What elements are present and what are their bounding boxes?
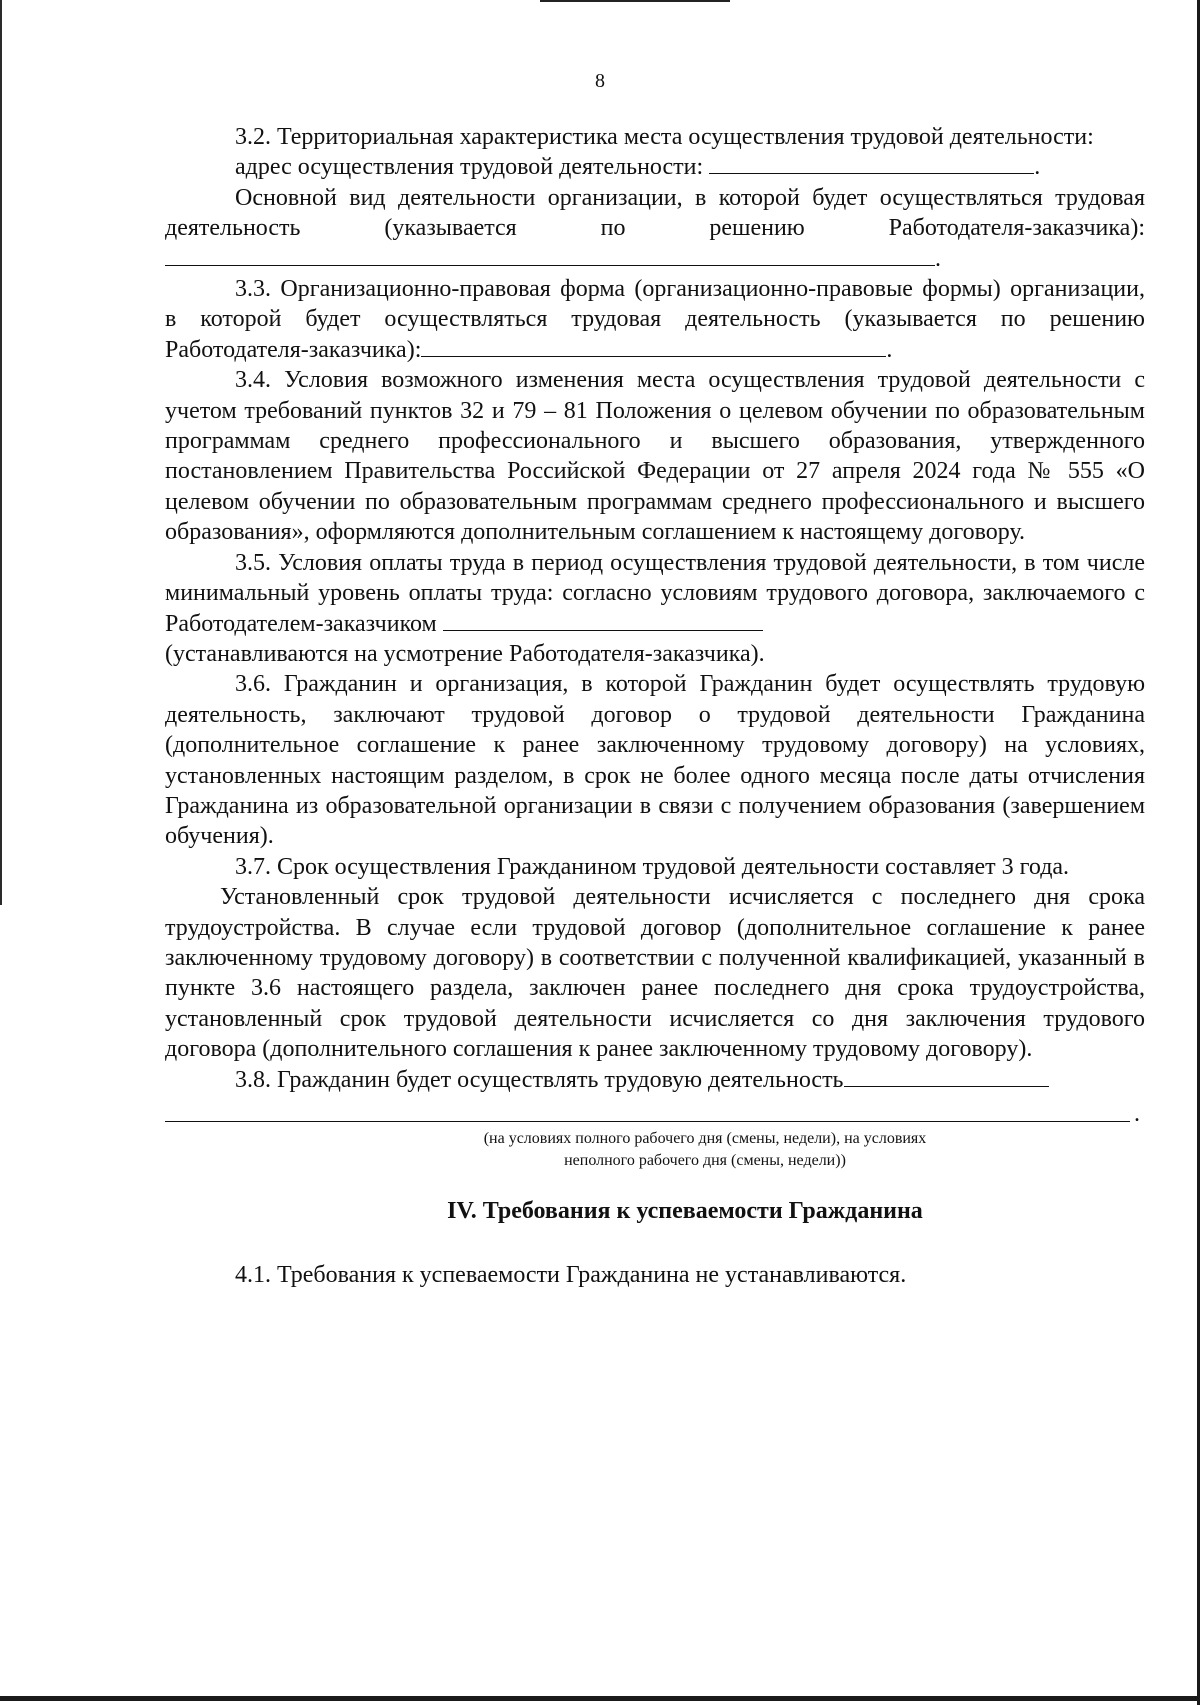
paragraph-3-6: 3.6. Гражданин и организация, в которой Гражданин будет осуществлять трудовую деятельность, заключают трудовой договор о трудовой деятельности Гражданина (дополнительное соглашение к ранее заключенному трудовому договору) на условиях, установленных настоящим разделом, в срок не более одного месяца после даты отчисления Гражданина из образовательной организации в связи с получением образования (завершением обучения).: [165, 671, 1145, 850]
caption-line-1: (на условиях полного рабочего дня (смены, недели), на условиях: [483, 1130, 927, 1147]
paragraph-4-1: 4.1. Требования к успеваемости Гражданина не устанавливаются.: [235, 1262, 907, 1289]
address-line: [165, 152, 1145, 182]
work-schedule-blank: [844, 1066, 1049, 1087]
paragraph-3-8-text: 3.8. Гражданин будет осуществлять трудовую деятельность: [235, 1066, 844, 1093]
salary-blank: [443, 610, 763, 631]
paragraph-3-3-text: 3.3. Организационно-правовая форма (организационно-правовые формы) организации, в которой будет осуществляться трудовая деятельность (указывается по решению Работодателя-заказчика):: [165, 276, 1145, 363]
section-4-heading: IV. Требования к успеваемости Гражданина: [447, 1198, 923, 1224]
paragraph-3-5-text: 3.5. Условия оплаты труда в период осуществления трудовой деятельности, в том числе минимальный уровень оплаты труда: согласно условиям трудового договора, заключаемого с Работодателем-заказчиком: [165, 549, 1145, 637]
caption-line-2: неполного рабочего дня (смены, недели)): [564, 1152, 846, 1169]
scan-edge-left: [0, 0, 2, 905]
address-label: адрес осуществления трудовой деятельности:: [235, 154, 704, 181]
paragraph-3-8: [165, 1065, 1145, 1095]
scan-top-line: [540, 0, 730, 2]
scan-edge-bottom: [0, 1696, 1200, 1701]
main-activity-text: Основной вид деятельности организации, в которой будет осуществляться трудовая деятельность (указывается по решению Работодателя-заказчика):: [165, 184, 1145, 242]
paragraph-3-3: [165, 274, 1145, 365]
legal-form-period: .: [886, 336, 893, 363]
paragraph-3-4: 3.4. Условия возможного изменения места осуществления трудовой деятельности с учетом требований пунктов 32 и 79 – 81 Положения о целевом обучении по образовательным программам среднего профессионального и высшего образования, утвержденного постановлением Правительства Российской Федерации от 27 апреля 2024 года № 555 «О целевом обучении по образовательным программам среднего профессионального и высшего образования», оформляются дополнительным соглашением к настоящему договору.: [165, 367, 1145, 546]
paragraph-3-7: 3.7. Срок осуществления Гражданином трудовой деятельности составляет 3 года.: [235, 853, 1070, 880]
paragraph-3-7-term: Установленный срок трудовой деятельности исчисляется с последнего дня срока трудоустройства. В случае если трудовой договор (дополнительное соглашение к ранее заключенному трудовому договору) в соответствии с полученной квалификацией, указанный в пункте 3.6 настоящего раздела, заключен ранее последнего дня срока трудоустройства, установленный срок трудовой деятельности исчисляется со дня заключения трудового договора (дополнительного соглашения к ранее заключенному трудовому договору).: [165, 884, 1145, 1063]
paragraph-3-5: [165, 548, 1145, 639]
document-body: [165, 122, 1145, 1291]
legal-form-blank: [421, 336, 886, 357]
main-activity-paragraph: [165, 183, 1145, 274]
paragraph-3-2: 3.2. Территориальная характеристика места осуществления трудовой деятельности:: [235, 124, 1094, 150]
address-period: .: [1034, 154, 1041, 181]
work-schedule-blank-line-2: [165, 1095, 1130, 1122]
work-schedule-caption: [165, 1128, 1145, 1172]
main-activity-blank: [165, 245, 935, 266]
address-blank: [709, 153, 1034, 174]
paragraph-3-5-tail: (устанавливаются на усмотрение Работодателя-заказчика).: [165, 640, 765, 667]
page-number: 8: [595, 70, 605, 92]
main-activity-period: .: [935, 245, 941, 272]
